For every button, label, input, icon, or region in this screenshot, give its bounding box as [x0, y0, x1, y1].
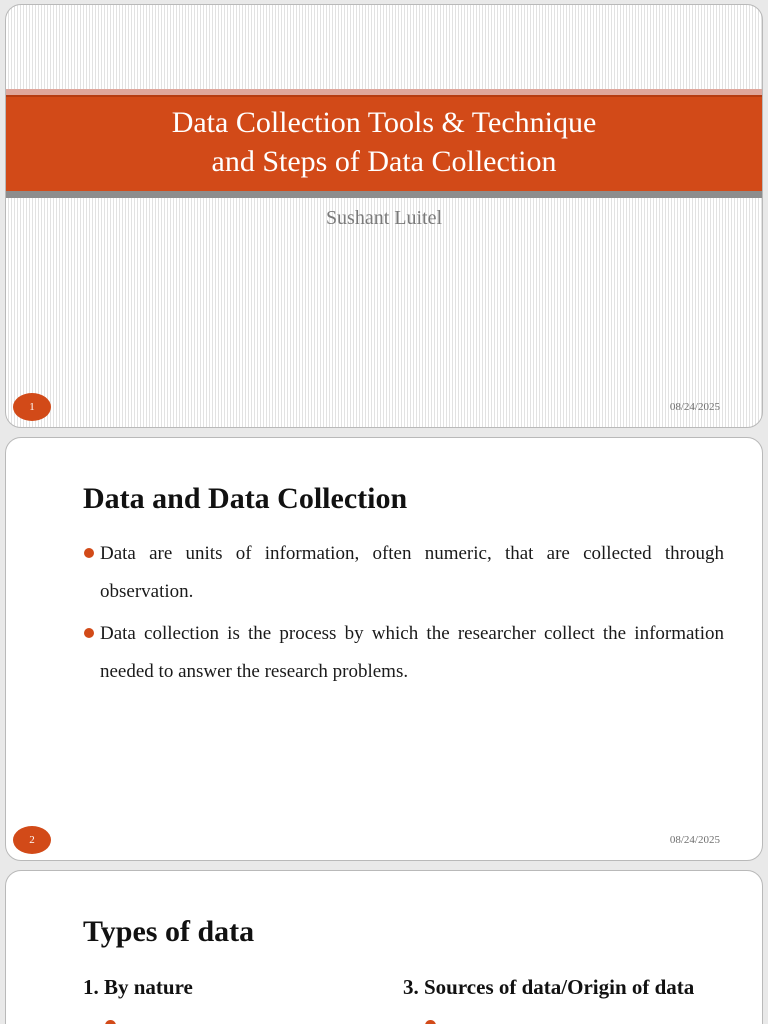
slide-title-line-1: Data Collection Tools & Technique: [171, 106, 597, 139]
slide-date: 08/24/2025: [669, 834, 720, 846]
column-heading-left: 1. By nature: [83, 975, 193, 999]
bullet-dot-icon: [425, 1020, 436, 1024]
title-band-bottom-stripe: [6, 191, 762, 198]
slide-heading: Data and Data Collection: [83, 482, 408, 515]
page-number-badge: 2: [13, 826, 51, 854]
slide-heading: Types of data: [83, 915, 255, 948]
slide-1: [5, 4, 763, 428]
column-heading-right: 3. Sources of data/Origin of data: [403, 975, 695, 999]
bullet-text: Data are units of information, often numeric, that are collected through observation.: [100, 543, 724, 602]
page-number-badge: 1: [13, 393, 51, 421]
bullet-dot-icon: [105, 1020, 116, 1024]
slide-3: [5, 870, 763, 1024]
bullet-item: [84, 535, 724, 611]
slide-date: 08/24/2025: [669, 401, 720, 413]
bullet-dot-icon: [84, 628, 94, 638]
slide-title-line-2: and Steps of Data Collection: [211, 145, 557, 178]
bullet-list: [84, 535, 724, 695]
bullet-text: Data collection is the process by which the researcher collect the information needed to answer the research problems.: [100, 623, 724, 682]
slide-2: [5, 437, 763, 861]
author-subtitle: Sushant Luitel: [325, 207, 443, 229]
slide-title: [6, 103, 762, 181]
bullet-item: [84, 615, 724, 691]
bullet-dot-icon: [84, 548, 94, 558]
